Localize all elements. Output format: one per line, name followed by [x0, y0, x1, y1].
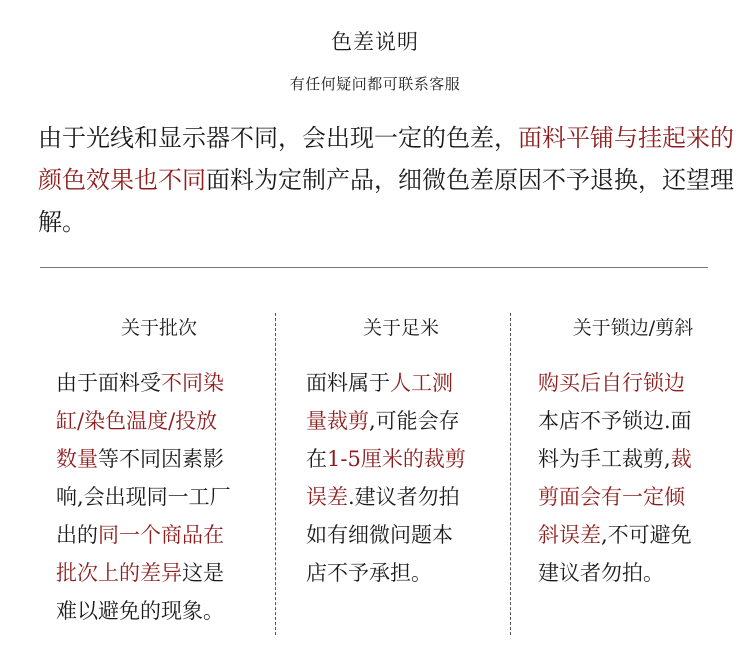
highlight-text: 同一个商品在	[98, 523, 224, 547]
highlight-text: 裁	[670, 447, 692, 471]
body-text: 等不同因素影	[98, 447, 224, 471]
text-line	[538, 516, 728, 554]
body-text: 建议者勿拍。	[538, 561, 664, 585]
page-title: 色差说明	[331, 30, 419, 54]
column-heading: 关于足米	[362, 317, 439, 339]
highlight-text: 缸/染色温度/投放	[56, 409, 218, 433]
text-line	[306, 478, 496, 516]
text-line	[56, 516, 268, 554]
body-text: ,可能会存	[369, 409, 460, 433]
text-line	[56, 592, 268, 630]
body-text: 面料属于	[306, 371, 390, 395]
highlight-text: 批次上的差异	[56, 561, 182, 585]
intro-text-red: 面料平铺与挂起来的颜色效果也不同	[38, 124, 734, 194]
column-body	[306, 364, 496, 592]
body-text: 在	[306, 447, 327, 471]
column-length	[306, 316, 496, 592]
body-text: 这是	[182, 561, 224, 585]
highlight-text: 误差	[306, 485, 348, 509]
text-line	[306, 516, 496, 554]
highlight-text: 人工测	[390, 371, 453, 395]
text-line	[538, 554, 728, 592]
body-text: 出的	[56, 523, 98, 547]
body-text: 料为手工裁剪,	[538, 447, 671, 471]
text-line	[538, 402, 728, 440]
text-line	[306, 554, 496, 592]
body-text: 由于面料受	[56, 371, 161, 395]
column-edging	[538, 316, 728, 592]
highlight-text: 1-5厘米的裁剪	[327, 447, 466, 471]
highlight-text: 数量	[56, 447, 98, 471]
body-text: ,不可避免	[601, 523, 692, 547]
text-line	[56, 478, 268, 516]
intro-text-1: 由于光线和显示器不同，会出现一定的色差，	[38, 124, 518, 152]
column-body	[538, 364, 728, 592]
highlight-text: 购买后自行锁边	[538, 371, 685, 395]
column-batch	[56, 316, 268, 630]
body-text: 如有细微问题本	[306, 523, 453, 547]
text-line	[538, 478, 728, 516]
column-divider	[275, 313, 276, 635]
text-line	[538, 440, 728, 478]
body-text: .建议者勿拍	[348, 485, 460, 509]
column-body	[56, 364, 268, 630]
contact-subtitle: 有任何疑问都可联系客服	[289, 75, 461, 93]
intro-paragraph	[38, 117, 738, 243]
text-line	[306, 364, 496, 402]
intro-text-2: 面料为定制产品，细微色差原因不予退换，还望理解。	[38, 166, 734, 236]
highlight-text: 斜误差	[538, 523, 601, 547]
text-line	[56, 440, 268, 478]
column-divider	[510, 313, 511, 635]
text-line	[306, 402, 496, 440]
body-text: 响,会出现同一工厂	[56, 485, 231, 509]
column-heading: 关于批次	[120, 317, 197, 339]
column-heading: 关于锁边/剪斜	[572, 317, 694, 339]
highlight-text: 量裁剪	[306, 409, 369, 433]
text-line	[56, 402, 268, 440]
body-text: 难以避免的现象。	[56, 599, 224, 623]
body-text: 本店不予锁边.面	[538, 409, 692, 433]
text-line	[538, 364, 728, 402]
text-line	[306, 440, 496, 478]
text-line	[56, 554, 268, 592]
body-text: 店不予承担。	[306, 561, 432, 585]
highlight-text: 不同染	[161, 371, 224, 395]
highlight-text: 剪面会有一定倾	[538, 485, 685, 509]
section-divider	[40, 267, 708, 268]
text-line	[56, 364, 268, 402]
